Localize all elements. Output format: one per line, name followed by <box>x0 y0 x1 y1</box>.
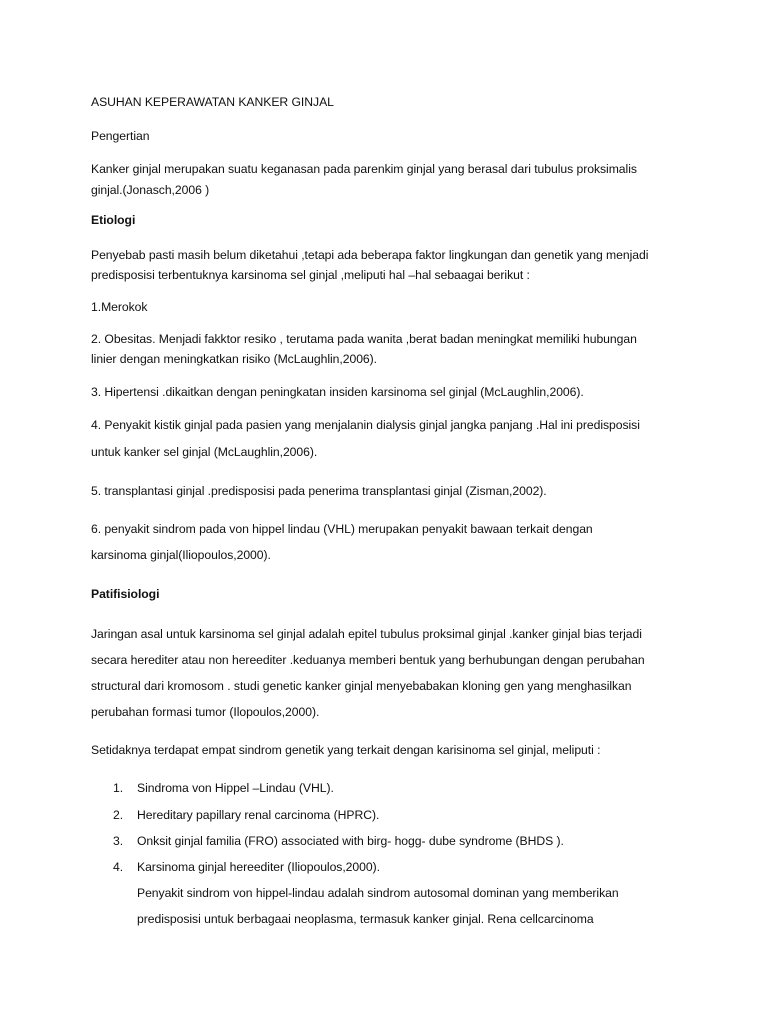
paragraph-line: Jaringan asal untuk karsinoma sel ginjal adalah epitel tubulus proksimal ginjal .kanker ginjal bias terjadi <box>91 627 642 641</box>
document-title: ASUHAN KEPERAWATAN KANKER GINJAL <box>91 95 334 109</box>
paragraph-line: predisposisi untuk berbagaai neoplasma, termasuk kanker ginjal. Rena cellcarcinoma <box>137 912 594 926</box>
paragraph-line: secara herediter atau non hereediter .keduanya memberi bentuk yang berhubungan dengan perubahan <box>91 653 645 667</box>
etiologi-item-4-cont: untuk kanker sel ginjal (McLaughlin,2006). <box>91 445 318 459</box>
heading-etiologi: Etiologi <box>91 213 136 227</box>
etiologi-item-2: 2. Obesitas. Menjadi fakktor resiko , terutama pada wanita ,berat badan meningkat memiliki hubungan <box>91 332 637 346</box>
list-item: Hereditary papillary renal carcinoma (HPRC). <box>137 808 380 822</box>
heading-pengertian: Pengertian <box>91 129 150 143</box>
list-number: 3. <box>113 834 124 848</box>
paragraph-line: ginjal.(Jonasch,2006 ) <box>91 183 210 197</box>
etiologi-item-5: 5. transplantasi ginjal .predisposisi pada penerima transplantasi ginjal (Zisman,2002). <box>91 484 547 498</box>
etiologi-item-6: 6. penyakit sindrom pada von hippel lindau (VHL) merupakan penyakit bawaan terkait dengan <box>91 522 593 536</box>
etiologi-item-2-cont: linier dengan meningkatkan risiko (McLaughlin,2006). <box>91 352 378 366</box>
list-item: Sindroma von Hippel –Lindau (VHL). <box>137 781 334 795</box>
paragraph-line: structural dari kromosom . studi genetic kanker ginjal menyebabakan kloning gen yang menghasilkan <box>91 679 632 693</box>
paragraph-line: Penyebab pasti masih belum diketahui ,tetapi ada beberapa faktor lingkungan dan genetik yang menjadi <box>91 248 649 262</box>
list-number: 4. <box>113 860 124 874</box>
etiologi-item-1: 1.Merokok <box>91 300 148 314</box>
paragraph-line: Kanker ginjal merupakan suatu keganasan pada parenkim ginjal yang berasal dari tubulus proksimalis <box>91 162 637 176</box>
list-item: Karsinoma ginjal hereediter (Iliopoulos,2000). <box>137 860 380 874</box>
list-item: Onksit ginjal familia (FRO) associated with birg- hogg- dube syndrome (BHDS ). <box>137 834 564 848</box>
etiologi-item-4: 4. Penyakit kistik ginjal pada pasien yang menjalanin dialysis ginjal jangka panjang .Hal ini predisposisi <box>91 418 640 432</box>
paragraph-line: predisposisi terbentuknya karsinoma sel ginjal ,meliputi hal –hal sebaagai berikut : <box>91 268 530 282</box>
list-number: 2. <box>113 808 124 822</box>
etiologi-item-3: 3. Hipertensi .dikaitkan dengan peningkatan insiden karsinoma sel ginjal (McLaughlin,2006). <box>91 385 584 399</box>
paragraph-line: perubahan formasi tumor (Ilopoulos,2000). <box>91 705 320 719</box>
etiologi-item-6-cont: karsinoma ginjal(Iliopoulos,2000). <box>91 548 271 562</box>
heading-patofisiologi: Patifisiologi <box>91 587 160 601</box>
paragraph-line: Penyakit sindrom von hippel-lindau adalah sindrom autosomal dominan yang memberikan <box>137 886 619 900</box>
list-number: 1. <box>113 781 124 795</box>
paragraph-line: Setidaknya terdapat empat sindrom genetik yang terkait dengan karisinoma sel ginjal, meliputi : <box>91 743 601 757</box>
